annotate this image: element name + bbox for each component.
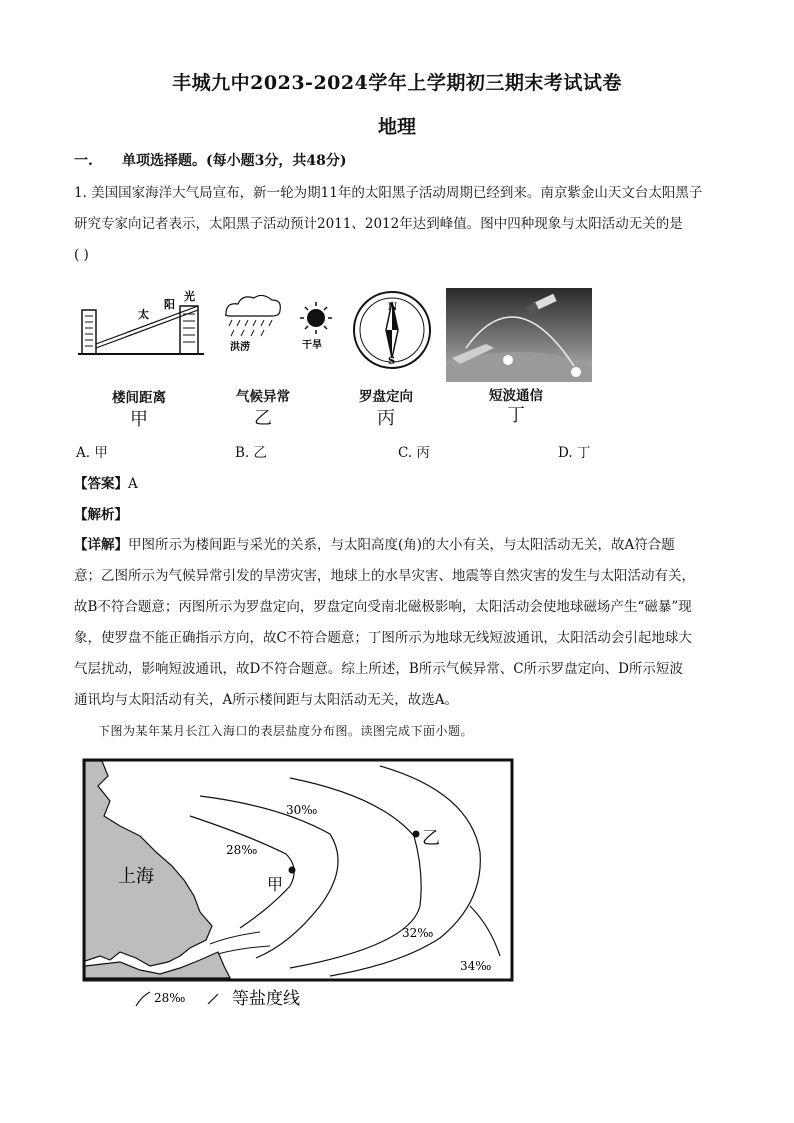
detail-line: 意；乙图所示为气候异常引发的旱涝灾害，地球上的水旱灾害、地震等自然灾害的发生与太阳活动有关， (74, 568, 695, 584)
figure-code: 丙 (377, 408, 395, 429)
answer-value: A (128, 476, 138, 492)
point-jia (289, 867, 296, 874)
stem-line: ( ) (74, 247, 89, 263)
figure-label: 太 (138, 308, 149, 321)
analysis-line (74, 503, 128, 523)
analysis-tag: 【解析】 (74, 507, 128, 523)
figure-caption: 罗盘定向 (359, 389, 413, 405)
compass-south-label: S (388, 356, 396, 367)
point-jia-label: 甲 (267, 875, 284, 894)
building-spacing-figure (76, 288, 206, 358)
compass-north-label: N (388, 302, 398, 313)
isoline-label: 30‰ (286, 803, 318, 817)
section-title: 单项选择题。(每小题3分，共48分) (122, 153, 347, 169)
section-number: 一. (74, 153, 93, 169)
detail-line: 气层扰动，影响短波通讯，故D不符合题意。综上所述，B所示气候异常、C所示罗盘定向、D所示短波 (74, 661, 683, 677)
climate-anomaly-figure (220, 290, 340, 356)
answer-tag: 【答案】 (74, 476, 128, 492)
figure-label: 阳 (164, 298, 175, 311)
figure-label: 光 (184, 290, 195, 303)
figure-code: 丁 (507, 405, 525, 426)
option-b: B. 乙 (235, 445, 268, 461)
figure-code: 乙 (254, 408, 272, 429)
option-a: A. 甲 (76, 445, 108, 461)
isoline-label: 34‰ (460, 959, 492, 973)
section-heading (74, 150, 346, 170)
figure-code: 甲 (130, 409, 148, 430)
subject-title: 地理 (377, 116, 416, 138)
isoline-label: 28‰ (226, 843, 258, 857)
isoline-label: 32‰ (402, 926, 434, 940)
answer-line (74, 472, 138, 492)
figure-caption: 气候异常 (236, 389, 290, 405)
detail-tag: 【详解】 (74, 537, 128, 553)
option-d: D. 丁 (558, 445, 591, 461)
figure-caption: 楼间距离 (112, 390, 166, 406)
point-yi-label: 乙 (422, 828, 440, 849)
salinity-map (80, 756, 520, 1016)
figure-caption: 短波通信 (489, 388, 543, 404)
question-1-stem (74, 178, 724, 271)
shortwave-photo-figure (446, 288, 592, 382)
stem-line: 研究专家向记者表示，太阳黑子活动预计2011、2012年达到峰值。图中四种现象与太阳活动无关的是 (74, 216, 683, 232)
exam-title: 丰城九中2023-2024学年上学期初三期末考试试卷 (172, 72, 622, 94)
point-yi (413, 831, 420, 838)
detail-line: 故B不符合题意；丙图所示为罗盘定向，罗盘定向受南北磁极影响，太阳活动会使地球磁场产生“磁暴”现 (74, 599, 692, 615)
compass-figure (348, 290, 436, 370)
detail-line: 【详解】甲图所示为楼间距与采光的关系，与太阳高度(角)的大小有关，与太阳活动无关，故A符合题 (74, 537, 675, 553)
detail-line: 通讯均与太阳活动有关，A所示楼间距与太阳活动无关，故选A。 (74, 692, 458, 708)
figure-label: 干旱 (302, 340, 322, 351)
detail-line: 象，使罗盘不能正确指示方向，故C不符合题意；丁图所示为地球无线短波通讯，太阳活动会引起地球大 (74, 630, 692, 646)
detail-explanation (74, 530, 724, 716)
legend-text: 等盐度线 (232, 989, 300, 1009)
passage-intro: 下图为某年某月长江入海口的表层盐度分布图。读图完成下面小题。 (98, 724, 474, 738)
land-label: 上海 (118, 866, 154, 887)
legend-value: 28‰ (154, 991, 186, 1005)
option-c: C. 丙 (398, 445, 430, 461)
figure-label: 洪涝 (230, 342, 250, 353)
stem-line: 1. 美国国家海洋大气局宣布，新一轮为期11年的太阳黑子活动周期已经到来。南京紫金山天文台太阳黑子 (74, 185, 703, 201)
